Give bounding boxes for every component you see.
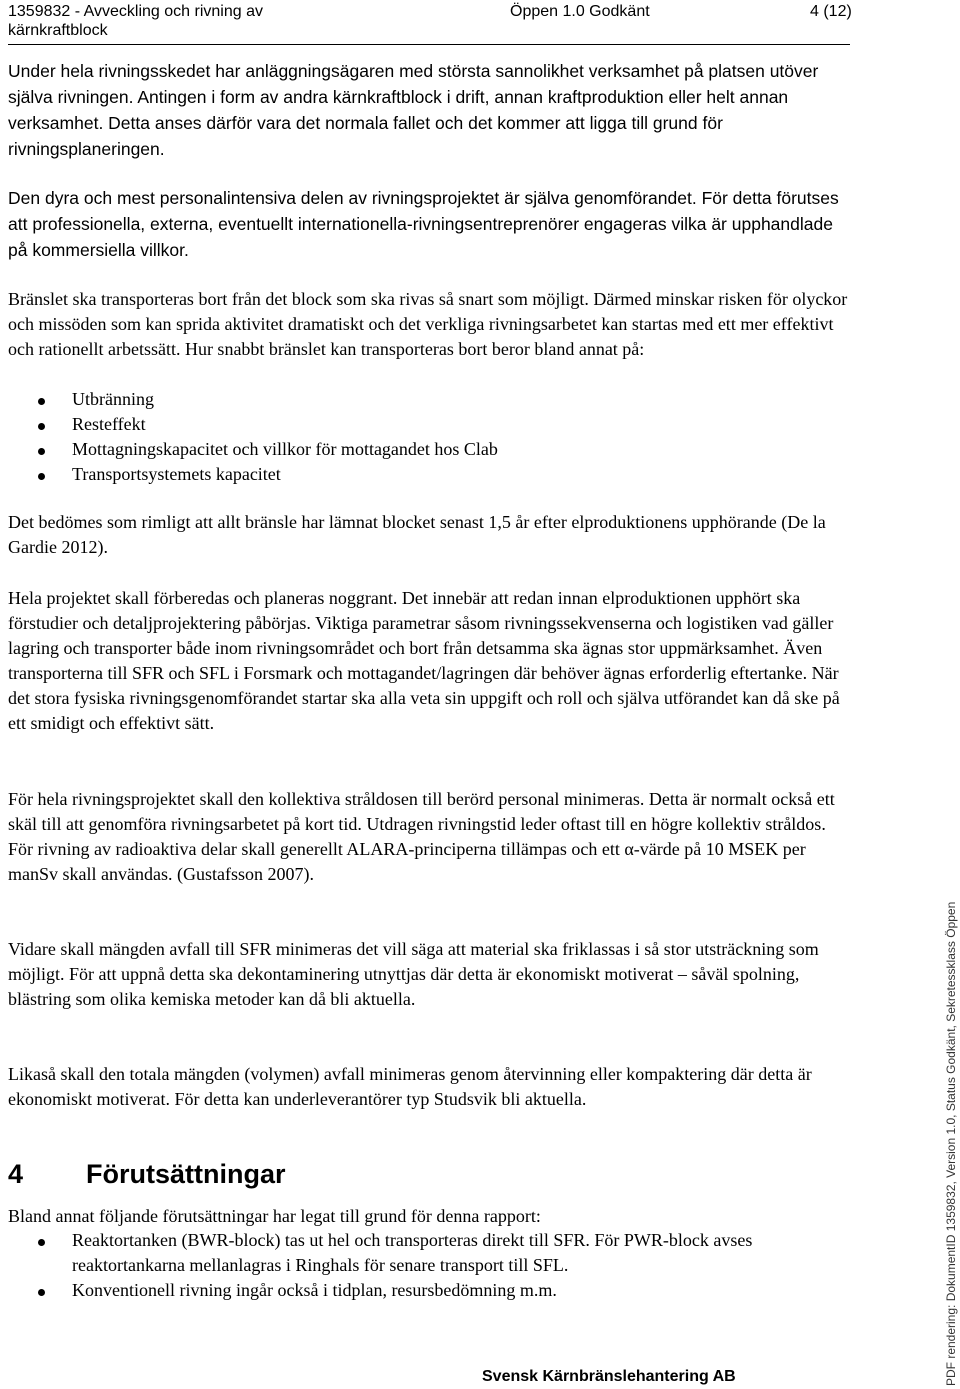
list-item-text: Reaktortanken (BWR-block) tas ut hel och transporteras direkt till SFR. För PWR-block avses reaktortankarna mellanlagras i Ringhals för senare transport till SFL. (72, 1230, 753, 1275)
paragraph-1: Under hela rivningsskedet har anläggningsägaren med största sannolikhet verksamhet på platsen utöver själva rivningen. Antingen i form av andra kärnkraftblock i drift, annan kraftproduktion eller helt annan verksamhet. Detta anses därför vara det normala fallet och det kommer att ligga till grund för rivningsplaneringen. (8, 61, 819, 159)
paragraph-4: Det bedömes som rimligt att allt bränsle har lämnat blocket senast 1,5 år efter elproduktionens upphörande (De la Gardie 2012). (8, 512, 826, 557)
header-status: Öppen 1.0 Godkänt (510, 3, 650, 20)
bullet-icon (38, 1239, 45, 1246)
paragraph-9: Bland annat följande förutsättningar har legat till grund för denna rapport: (8, 1206, 541, 1226)
paragraph-7: Vidare skall mängden avfall till SFR minimeras det vill säga att material ska friklassas i så stor utsträckning som möjligt. För att uppnå detta ska dekontaminering utnyttjas där detta är ekonomiskt motiverat – såväl spolning, blästring som olika kemiska metoder kan då bli aktuella. (8, 939, 819, 1009)
header-title-line-2: kärnkraftblock (8, 22, 108, 39)
list-item-text: Transportsystemets kapacitet (72, 464, 281, 484)
header-document-title (8, 2, 263, 40)
list-item (8, 437, 853, 462)
list-item-text: Utbränning (72, 389, 154, 409)
paragraph-2: Den dyra och mest personalintensiva delen av rivningsprojektet är själva genomförandet. För detta förutses att professionella, externa, eventuellt internationella-rivningsentreprenörer engageras vilka är upphandlade på kommersiella villkor. (8, 188, 839, 260)
list-item (8, 387, 853, 412)
list-item (8, 1228, 853, 1278)
bullet-icon (38, 448, 45, 455)
header-page-number: 4 (12) (810, 3, 852, 20)
side-rendering-note-text: PDF rendering: DokumentID 1359832, Version 1.0, Status Godkänt, Sekretessklass Öppen (944, 901, 958, 1386)
bullet-list-fuel-factors (8, 387, 853, 487)
bullet-icon (38, 1289, 45, 1296)
list-item-text: Resteffekt (72, 414, 146, 434)
header-divider (8, 44, 850, 45)
list-item (8, 462, 853, 487)
list-item-text: Konventionell rivning ingår också i tidplan, resursbedömning m.m. (72, 1280, 557, 1300)
footer-company: Svensk Kärnbränslehantering AB (482, 1368, 736, 1385)
list-item (8, 412, 853, 437)
section-heading (8, 1158, 286, 1190)
bullet-icon (38, 398, 45, 405)
paragraph-6: För hela rivningsprojektet skall den kollektiva stråldosen till berörd personal minimeras. Detta är normalt också ett skäl till att genomföra rivningsarbetet på kort tid. Utdragen rivningstid leder oftast till en högre kollektiv stråldos. För rivning av radioaktiva delar skall generellt ALARA-principerna tillämpas och ett α-värde på 10 MSEK per manSv skall användas. (Gustafsson 2007). (8, 789, 835, 884)
section-number: 4 (8, 1159, 24, 1189)
list-item-text: Mottagningskapacitet och villkor för mottagandet hos Clab (72, 439, 498, 459)
section-title: Förutsättningar (86, 1159, 286, 1189)
bullet-icon (38, 473, 45, 480)
bullet-list-assumptions (8, 1228, 853, 1303)
list-item (8, 1278, 853, 1303)
paragraph-3: Bränslet ska transporteras bort från det block som ska rivas så snart som möjligt. Därmed minskar risken för olyckor och missöden som kan sprida aktivitet dramatiskt och det verkliga rivningsarbetet kan startas med ett mer effektivt och rationellt arbetssätt. Hur snabbt bränslet kan transporteras bort beror bland annat på: (8, 289, 848, 359)
paragraph-5: Hela projektet skall förberedas och planeras noggrant. Det innebär att redan innan elproduktionen upphört ska förstudier och detaljprojektering påbörjas. Viktiga parametrar såsom rivningssekvenserna och logistiken vad gäller lagring och transporter både inom rivningsområdet och bort från detsamma ska ägnas stor uppmärksamhet. Även transporterna till SFR och SFL i Forsmark och mottagandet/lagringen där behöver ägnas erforderlig eftertanke. När det stora fysiska rivningsgenomförandet startar ska alla veta sin uppgift och roll och själva utförandet kan då ske på ett smidigt och effektivt sätt. (8, 588, 840, 733)
header-title-line-1: 1359832 - Avveckling och rivning av (8, 3, 263, 20)
bullet-icon (38, 423, 45, 430)
paragraph-8: Likaså skall den totala mängden (volymen) avfall minimeras genom återvinning eller kompaktering där detta är ekonomiskt motiverat. För detta kan underleverantörer typ Studsvik bli aktuella. (8, 1064, 812, 1109)
